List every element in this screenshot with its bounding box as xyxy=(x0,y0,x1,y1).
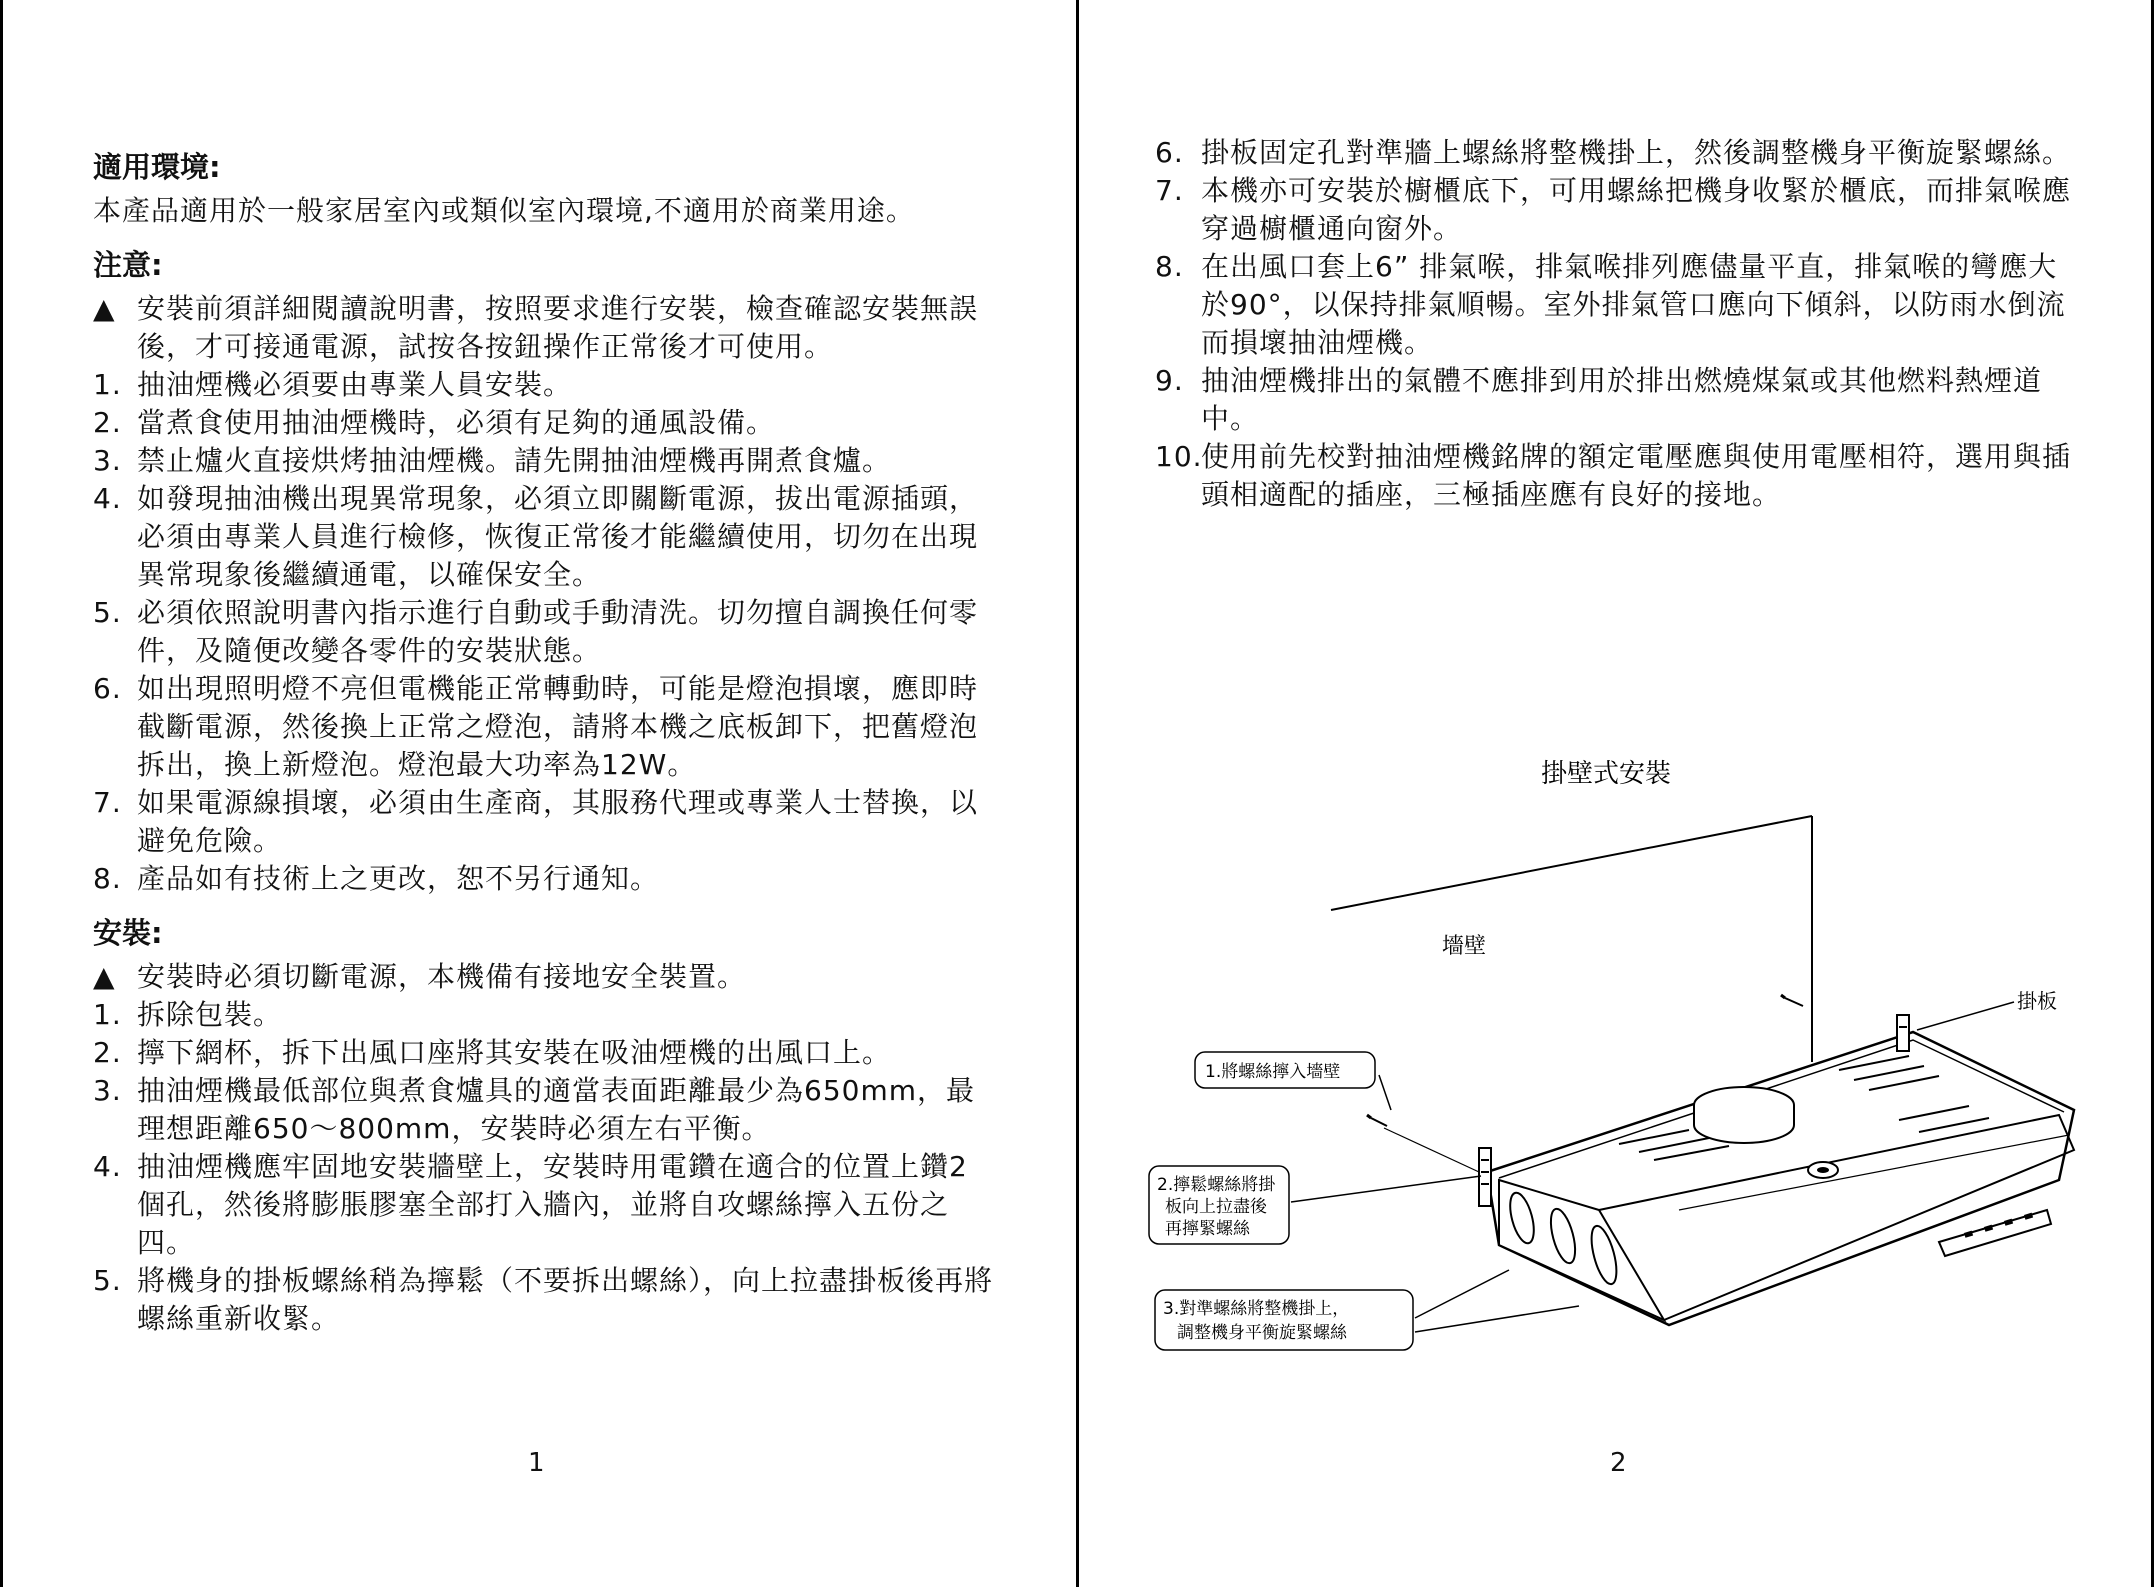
list-item: 3. 禁止爐火直接烘烤抽油煙機。請先開抽油煙機再開煮食爐。 xyxy=(93,444,892,477)
list-item: 4. 抽油煙機應牢固地安裝牆壁上，安裝時用電鑽在適合的位置上鑽2個孔，然後將膨脹膠塞全部打入牆內，並將自攻螺絲擰入五份之四。 xyxy=(93,1150,968,1259)
page-number: 1 xyxy=(528,1448,545,1478)
list-item: 2. 當煮食使用抽油煙機時，必須有足夠的通風設備。 xyxy=(93,406,776,439)
list-item: 6. 掛板固定孔對準牆上螺絲將整機掛上，然後調整機身平衡旋緊螺絲。 xyxy=(1155,136,2072,169)
list-item: 5. 必須依照說明書內指示進行自動或手動清洗。切勿擅自調換任何零件，及隨便改變各零件的安裝狀態。 xyxy=(93,596,979,667)
caution-heading: 注意: xyxy=(93,248,163,282)
environment-text: 本產品適用於一般家居室內或類似室內環境,不適用於商業用途。 xyxy=(93,194,915,227)
caution-list xyxy=(93,290,993,898)
list-item: 1. 拆除包裝。 xyxy=(93,998,283,1031)
callout-step-1: 1.將螺絲擰入墻壁 xyxy=(1205,1062,1341,1082)
wall-mount-diagram xyxy=(1079,740,2154,1360)
diagram-title: 掛壁式安裝 xyxy=(1540,759,1672,789)
plate-label: 掛板 xyxy=(2017,989,2057,1013)
callout-step-2-line3: 再擰緊螺絲 xyxy=(1165,1219,1250,1239)
list-item: 6. 如出現照明燈不亮但電機能正常轉動時，可能是燈泡損壞，應即時截斷電源，然後換上正常之燈泡，請將本機之底板卸下，把舊燈泡拆出，換上新燈泡。燈泡最大功率為12W。 xyxy=(93,672,979,781)
list-item: 8. 在出風口套上6” 排氣喉，排氣喉排列應儘量平直，排氣喉的彎應大於90°，以保持排氣順暢。室外排氣管口應向下傾斜，以防雨水倒流而損壞抽油煙機。 xyxy=(1155,250,2066,359)
list-item: ▲ 安裝時必須切斷電源，本機備有接地安全裝置。 xyxy=(93,960,747,993)
callout-step-2-line1: 2.擰鬆螺絲將掛 xyxy=(1157,1175,1276,1195)
callout-step-3-line1: 3.對準螺絲將整機掛上， xyxy=(1163,1299,1350,1319)
list-item: 5. 將機身的掛板螺絲稍為擰鬆（不要拆出螺絲），向上拉盡掛板後再將螺絲重新收緊。 xyxy=(93,1264,994,1335)
callout-step-2-line2: 板向上拉盡後 xyxy=(1165,1197,1267,1217)
list-item: 4. 如發現抽油機出現異常現象，必須立即關斷電源，拔出電源插頭，必須由專業人員進行檢修，恢復正常後才能繼續使用，切勿在出現異常現象後繼續通電，以確保安全。 xyxy=(93,482,979,591)
callout-step-3-line2: 調整機身平衡旋緊螺絲 xyxy=(1177,1323,1347,1343)
page-2-content xyxy=(1155,134,2075,514)
page-1-content xyxy=(93,138,993,1338)
wall-label: 墻壁 xyxy=(1442,934,1487,959)
install-heading: 安裝: xyxy=(93,916,163,950)
install-list xyxy=(93,958,993,1338)
list-item: ▲ 安裝前須詳細閱讀說明書，按照要求進行安裝，檢查確認安裝無誤後，才可接通電源，試按各按鈕操作正常後才可使用。 xyxy=(93,292,979,363)
page-2 xyxy=(1079,0,2154,1587)
list-item: 7. 本機亦可安裝於櫥櫃底下，可用螺絲把機身收緊於櫃底，而排氣喉應穿過櫥櫃通向窗外。 xyxy=(1155,174,2072,245)
list-item: 9. 抽油煙機排出的氣體不應排到用於排出燃燒煤氣或其他燃料熱煙道中。 xyxy=(1155,364,2043,435)
list-item: 2. 擰下網杯，拆下出風口座將其安裝在吸油煙機的出風口上。 xyxy=(93,1036,892,1069)
list-item: 3. 抽油煙機最低部位與煮食爐具的適當表面距離最少為650mm，最理想距離650～800mm，安裝時必須左右平衡。 xyxy=(93,1074,975,1145)
list-item: 8. 產品如有技術上之更改，恕不另行通知。 xyxy=(93,862,660,895)
page-number: 2 xyxy=(1610,1448,1627,1478)
list-item: 1. 抽油煙機必須要由專業人員安裝。 xyxy=(93,368,573,401)
environment-heading: 適用環境: xyxy=(93,150,221,184)
list-item: 10. 使用前先校對抽油煙機銘牌的額定電壓應與使用電壓相符，選用與插頭相適配的插座，三極插座應有良好的接地。 xyxy=(1155,440,2072,511)
list-item: 7. 如果電源線損壞，必須由生產商，其服務代理或專業人士替換，以避免危險。 xyxy=(93,786,979,857)
